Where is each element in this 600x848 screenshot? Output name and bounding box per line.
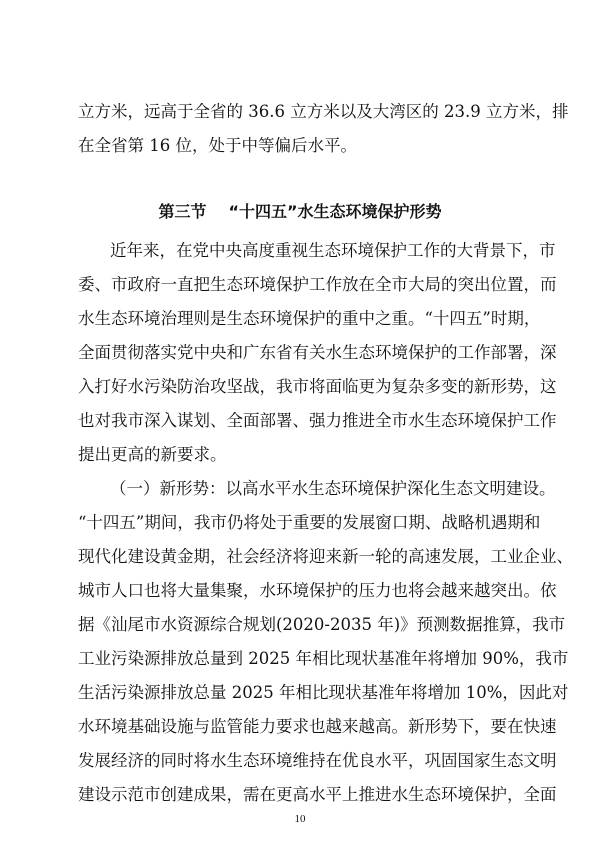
text-line: 建设示范市创建成果，需在更高水平上推进水生态环境保护，全面 <box>78 785 557 804</box>
text-line: 生活污染源排放总量 2025 年相比现状基准年将增加 10%，因此对 <box>78 683 569 702</box>
text-line: 发展经济的同时将水生态环境维持在优良水平，巩固国家生态文明 <box>78 751 557 770</box>
text-line: 委、市政府一直把生态环境保护工作放在全市大局的突出位置，而 <box>78 275 557 294</box>
text-line: 水生态环境治理则是生态环境保护的重中之重。“十四五”时期， <box>78 309 541 328</box>
text-line: 据《汕尾市水资源综合规划(2020-2035 年)》预测数据推算，我市 <box>78 615 566 634</box>
text-line: 立方米，远高于全省的 36.6 立方米以及大湾区的 23.9 立方米，排 <box>78 102 569 121</box>
text-line: 提出更高的新要求。 <box>78 445 227 464</box>
text-line: 现代化建设黄金期，社会经济将迎来新一轮的高速发展，工业企业、 <box>78 547 573 566</box>
text-line: “十四五”期间，我市仍将处于重要的发展窗口期、战略机遇期和 <box>78 513 541 532</box>
text-line: 全面贯彻落实党中央和广东省有关水生态环境保护的工作部署，深 <box>78 343 557 362</box>
text-line: 水环境基础设施与监管能力要求也越来越高。新形势下，要在快速 <box>78 717 557 736</box>
section-number: 第三节 <box>158 202 207 221</box>
section-title: “十四五”水生态环境保护形势 <box>228 202 442 221</box>
text-line: 入打好水污染防治攻坚战，我市将面临更为复杂多变的新形势，这 <box>78 377 557 396</box>
text-line: 也对我市深入谋划、全面部署、强力推进全市水生态环境保护工作 <box>78 411 557 430</box>
text-line: 近年来，在党中央高度重视生态环境保护工作的大背景下，市 <box>110 241 556 260</box>
text-line: 城市人口也将大量集聚，水环境保护的压力也将会越来越突出。依 <box>78 581 557 600</box>
text-line: 工业污染源排放总量到 2025 年相比现状基准年将增加 90%，我市 <box>78 649 569 668</box>
subsection-heading: （一）新形势：以高水平水生态环境保护深化生态文明建设。 <box>110 479 556 498</box>
section-heading <box>0 195 600 229</box>
text-line: 在全省第 16 位，处于中等偏后水平。 <box>78 136 357 155</box>
page-number: 10 <box>294 813 306 825</box>
